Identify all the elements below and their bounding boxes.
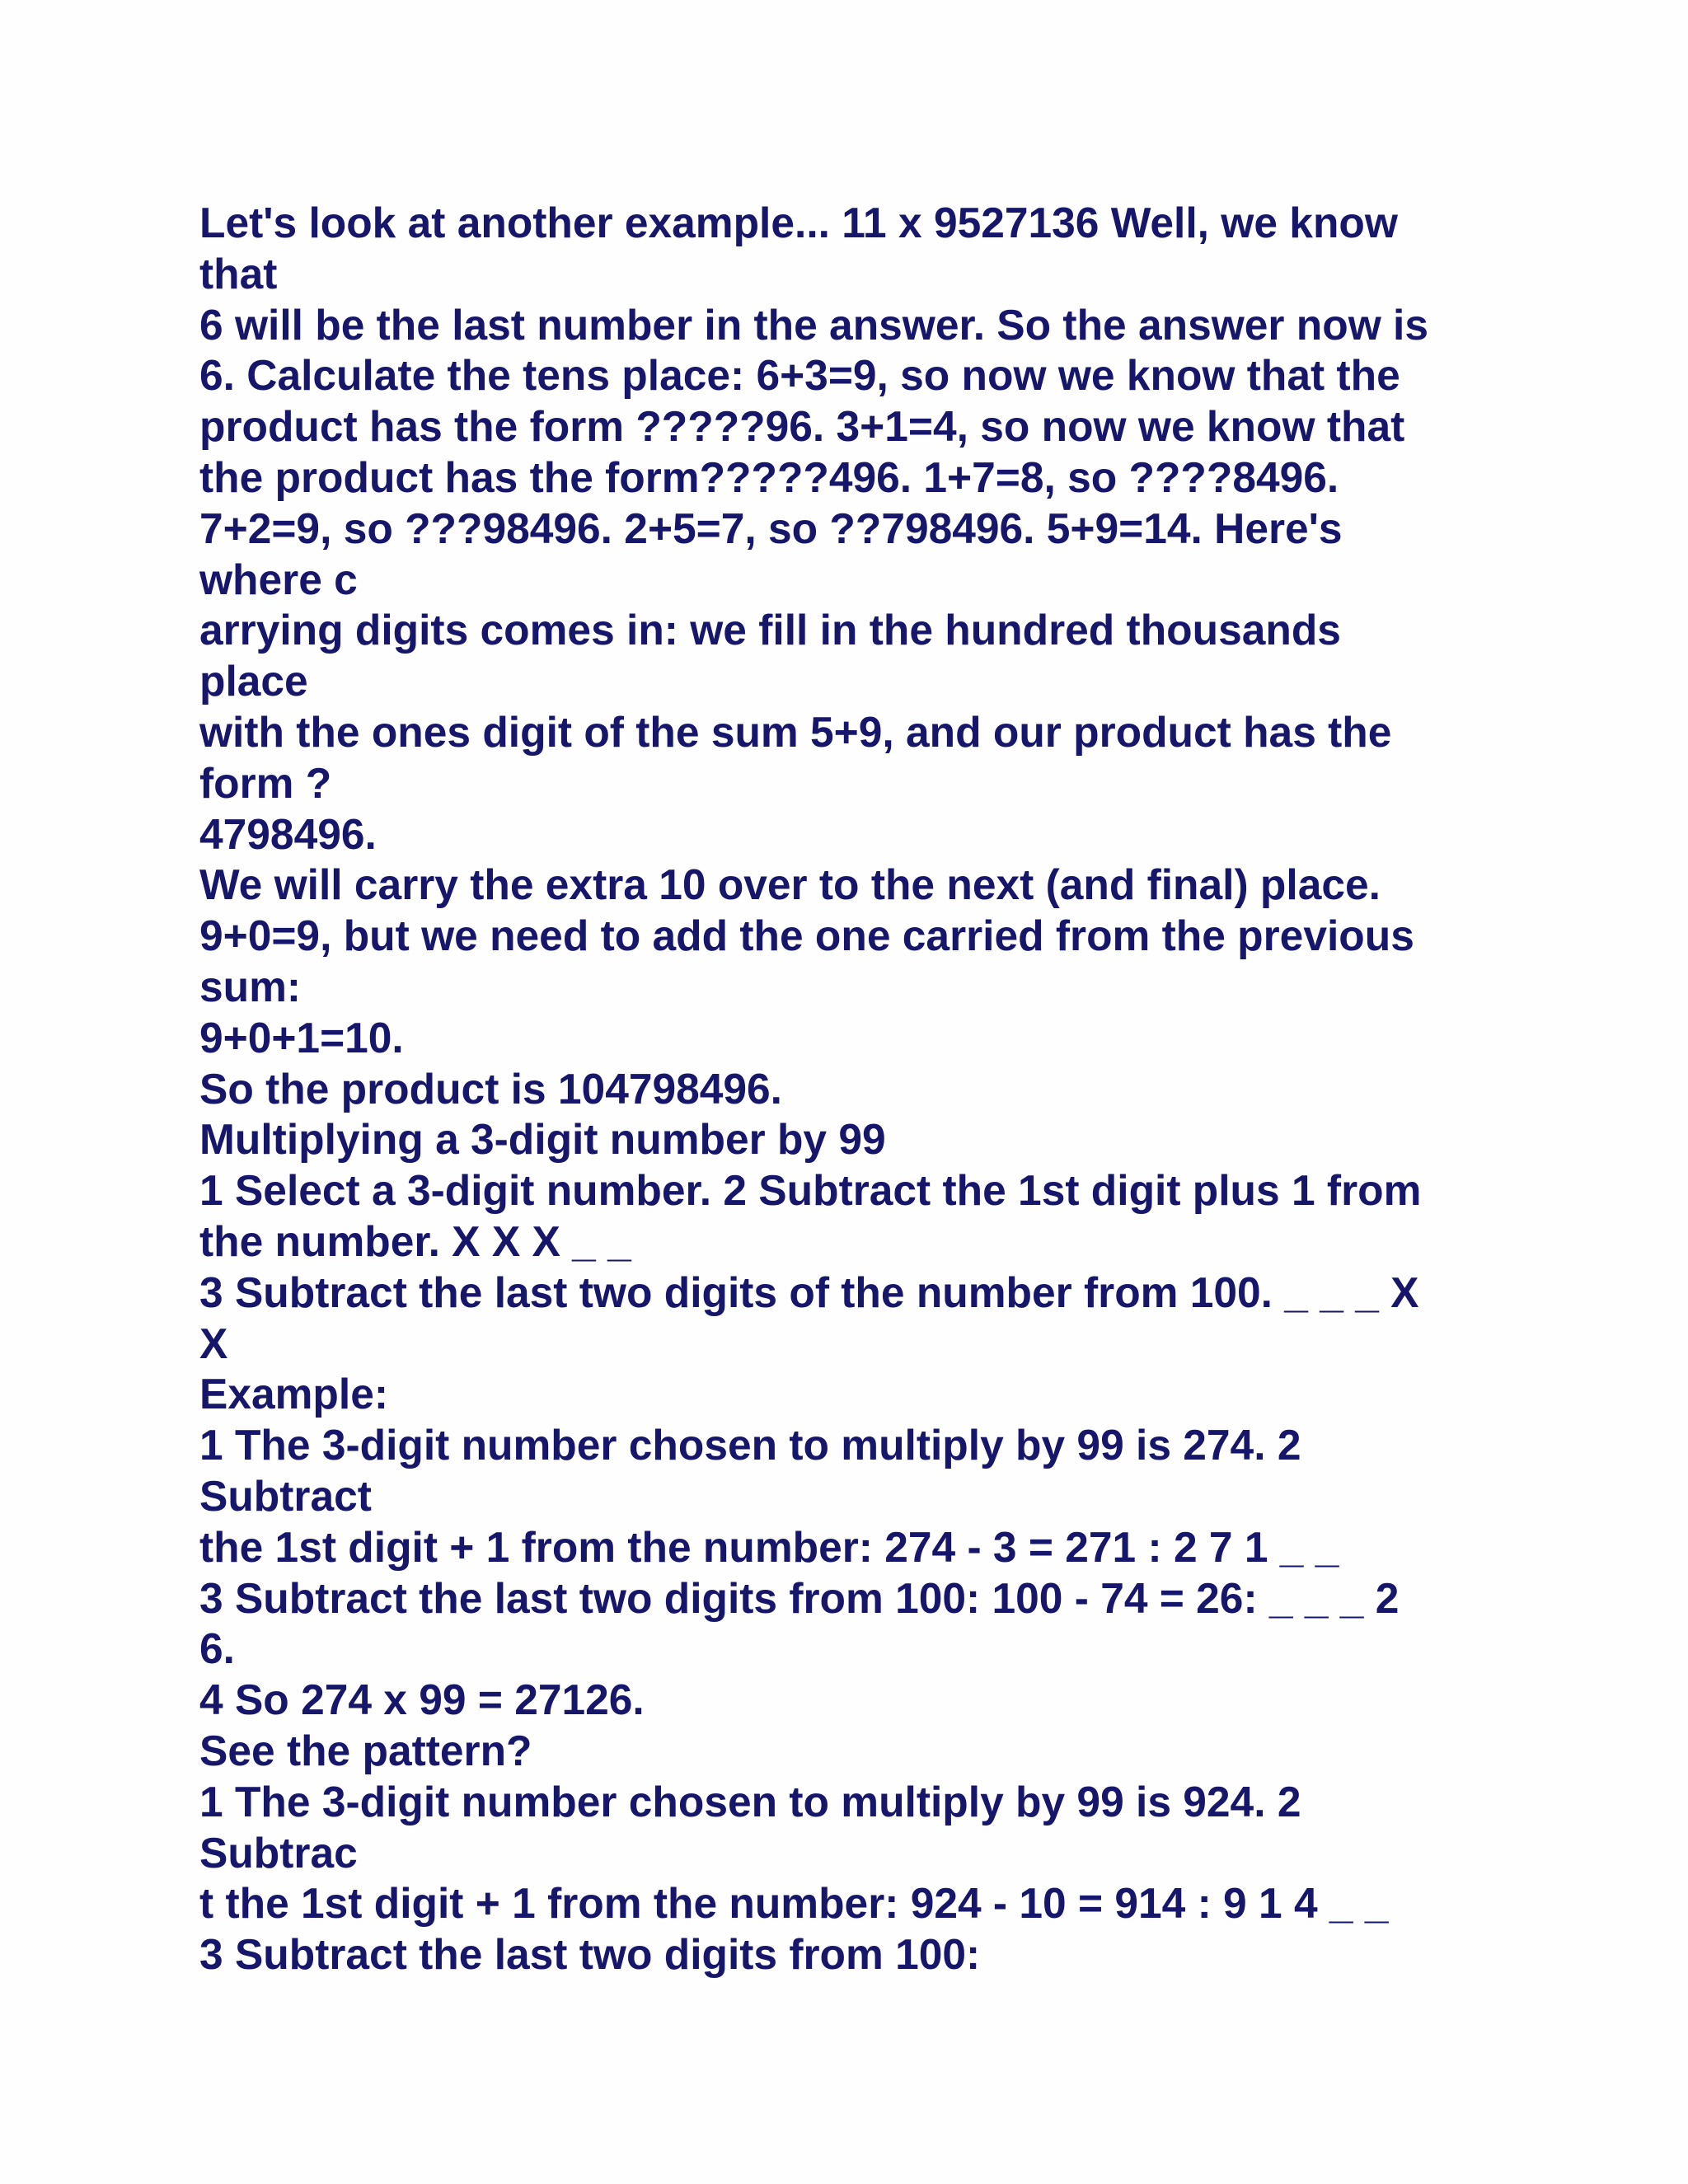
text-line-2: that <box>199 249 278 298</box>
document-body <box>199 198 1551 1980</box>
example-label: Example: <box>199 1370 388 1418</box>
text-line-1: Let's look at another example... 11 x 9527136 Well, we know <box>199 199 1398 246</box>
text-line-30: 4 So 274 x 99 = 27126. <box>199 1675 645 1724</box>
text-line-13: 4798496. <box>199 809 377 858</box>
text-line-5: product has the form ?????96. 3+1=4, so now we know that <box>199 402 1405 451</box>
text-line-23: X <box>199 1319 228 1367</box>
text-line-6: the product has the form?????496. 1+7=8, so ????8496. <box>199 452 1339 501</box>
text-line-11: with the ones digit of the sum 5+9, and our product has the <box>199 707 1392 756</box>
text-line-35: 3 Subtract the last two digits from 100: <box>199 1930 981 1979</box>
text-line-32: 1 The 3-digit number chosen to multiply by 99 is 924. 2 <box>199 1777 1301 1825</box>
text-line-7: 7+2=9, so ???98496. 2+5=7, so ??798496. 5+9=14. Here's <box>199 504 1343 552</box>
text-line-10: place <box>199 657 308 705</box>
text-line-25: 1 The 3-digit number chosen to multiply by 99 is 274. 2 <box>199 1421 1301 1469</box>
text-line-27: the 1st digit + 1 from the number: 274 - 3 = 271 : 2 7 1 _ _ <box>199 1522 1339 1571</box>
text-line-21: the number. X X X _ _ <box>199 1216 631 1265</box>
text-line-15: 9+0=9, but we need to add the one carried from the previous <box>199 912 1414 960</box>
text-line-18: So the product is 104798496. <box>199 1064 782 1113</box>
text-line-34: t the 1st digit + 1 from the number: 924 - 10 = 914 : 9 1 4 _ _ <box>199 1879 1389 1928</box>
text-line-16: sum: <box>199 962 302 1010</box>
text-line-3: 6 will be the last number in the answer. So the answer now is <box>199 300 1429 349</box>
text-line-17: 9+0+1=10. <box>199 1013 404 1062</box>
text-line-12: form ? <box>199 758 332 807</box>
section-heading: Multiplying a 3-digit number by 99 <box>199 1115 886 1164</box>
text-line-9: arrying digits comes in: we fill in the hundred thousands <box>199 606 1341 654</box>
text-line-4: 6. Calculate the tens place: 6+3=9, so now we know that the <box>199 351 1400 400</box>
text-line-33: Subtrac <box>199 1828 358 1877</box>
text-line-29: 6. <box>199 1624 235 1673</box>
text-line-26: Subtract <box>199 1471 372 1520</box>
text-line-8: where c <box>199 555 358 603</box>
text-line-31: See the pattern? <box>199 1726 532 1774</box>
text-line-28: 3 Subtract the last two digits from 100: 100 - 74 = 26: _ _ _ 2 <box>199 1573 1400 1622</box>
text-line-20: 1 Select a 3-digit number. 2 Subtract the 1st digit plus 1 from <box>199 1166 1422 1215</box>
text-line-14: We will carry the extra 10 over to the next (and final) place. <box>199 860 1381 909</box>
text-line-22: 3 Subtract the last two digits of the number from 100. _ _ _ X <box>199 1268 1419 1316</box>
